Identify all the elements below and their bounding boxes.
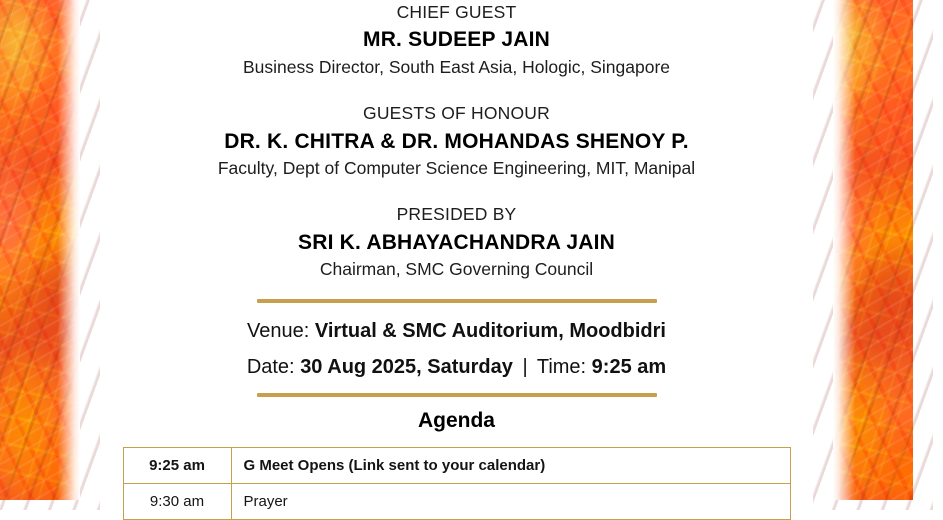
decorative-border-right: [833, 0, 913, 500]
spacer: [80, 80, 833, 101]
agenda-time: 9:25 am: [123, 448, 231, 484]
chief-guest-description: Business Director, South East Asia, Hologic, Singapore: [242, 56, 671, 77]
guests-of-honour-name: DR. K. CHITRA & DR. MOHANDAS SHENOY P.: [224, 129, 689, 153]
guests-of-honour-role: GUESTS OF HONOUR: [363, 103, 550, 124]
spacer: [80, 433, 833, 447]
presided-by-block: [80, 202, 833, 282]
date-time-separator: |: [522, 356, 528, 379]
table-row: [123, 448, 790, 484]
date-time-line: [80, 352, 833, 382]
chief-guest-role: CHIEF GUEST: [396, 2, 517, 22]
spacer: [80, 382, 833, 393]
agenda-item: Prayer: [231, 484, 790, 520]
gold-divider-top: [257, 299, 657, 303]
venue-label: Venue:: [247, 320, 310, 343]
venue-line: [80, 316, 833, 346]
agenda-time: 9:30 am: [123, 484, 231, 520]
agenda-table-body: [123, 448, 790, 520]
time-value: 9:25 am: [591, 356, 667, 379]
table-row: [123, 484, 790, 520]
gold-divider-bottom: [257, 393, 657, 397]
spacer: [80, 181, 833, 202]
invitation-content: [80, 0, 833, 511]
border-edge-fade: [0, 0, 80, 500]
guests-of-honour-block: [80, 101, 833, 181]
chief-guest-name: MR. SUDEEP JAIN: [363, 28, 550, 52]
venue-value: Virtual & SMC Auditorium, Moodbidri: [314, 320, 666, 343]
presided-by-description: Chairman, SMC Governing Council: [319, 259, 594, 280]
agenda-title: Agenda: [417, 409, 495, 433]
agenda-item: G Meet Opens (Link sent to your calendar): [231, 448, 790, 484]
agenda-table: [123, 447, 791, 520]
date-value: 30 Aug 2025, Saturday: [300, 356, 513, 379]
spacer: [80, 303, 833, 316]
spacer: [80, 397, 833, 409]
date-label: Date:: [246, 356, 295, 379]
border-edge-fade: [833, 0, 913, 500]
spacer: [80, 282, 833, 299]
chief-guest-block: [80, 0, 833, 80]
time-label: Time:: [536, 356, 587, 379]
guests-of-honour-description: Faculty, Dept of Computer Science Engineering, MIT, Manipal: [217, 157, 696, 178]
presided-by-role: PRESIDED BY: [396, 204, 517, 225]
presided-by-name: SRI K. ABHAYACHANDRA JAIN: [298, 230, 615, 254]
decorative-border-left: [0, 0, 80, 500]
